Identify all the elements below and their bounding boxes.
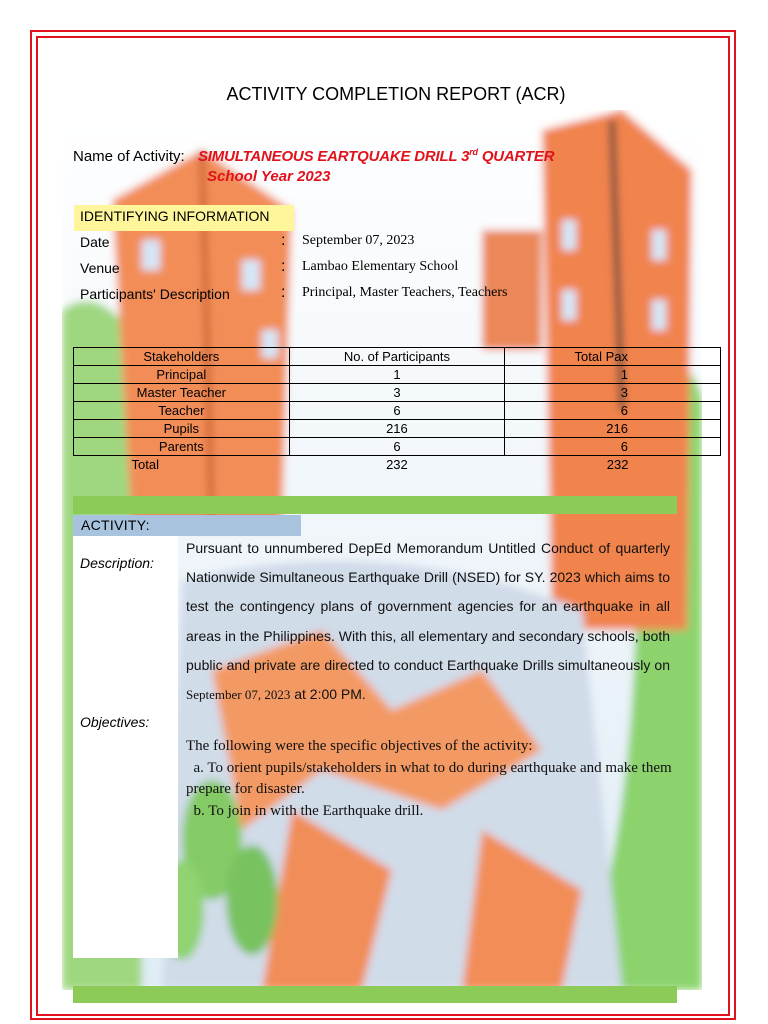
objectives-text (186, 736, 676, 822)
table-header-row (74, 348, 721, 366)
table-cell: 6 (289, 438, 505, 456)
objective-item: b. To join in with the Earthquake drill. (186, 802, 424, 819)
participants-description-value: Principal, Master Teachers, Teachers (302, 285, 508, 300)
school-year: School Year 2023 (207, 168, 331, 185)
table-row (74, 402, 721, 420)
table-cell: Parents (74, 438, 290, 456)
table-cell: 6 (505, 438, 721, 456)
table-cell: 216 (289, 420, 505, 438)
date-colon: : (281, 232, 286, 249)
identifying-information-header: IDENTIFYING INFORMATION (74, 205, 294, 231)
description-text: Pursuant to unnumbered DepEd Memorandum Untitled Conduct of quarterly Nationwide Simultaneous Earthquake Drill (NSED) for SY. 2023 which aims to test the contingency plans of government agencies for an earthquake in all areas in the Philippines. With this, all elementary and secondary schools, both public and private are directed to conduct Earthquake Drills simultaneously on September 07, 2023 at 2:00 PM. (186, 540, 670, 703)
table-cell: 216 (505, 420, 721, 438)
table-cell: 3 (289, 384, 505, 402)
participants-description-colon: : (281, 284, 286, 301)
total-pax: 232 (606, 457, 629, 472)
total-label: Total (131, 457, 159, 472)
green-divider-bottom (73, 986, 677, 1003)
description-label: Description: (80, 555, 154, 571)
venue-colon: : (281, 258, 286, 275)
activity-name-label: Name of Activity: (73, 148, 185, 165)
table-cell: Principal (74, 366, 290, 384)
table-row (74, 384, 721, 402)
table-row (74, 438, 721, 456)
table-cell: 6 (505, 402, 721, 420)
table-row (74, 366, 721, 384)
table-row (74, 420, 721, 438)
date-value: September 07, 2023 (302, 233, 415, 248)
column-header: Total Pax (505, 348, 721, 366)
table-cell: 6 (289, 402, 505, 420)
column-header: Stakeholders (74, 348, 290, 366)
report-title: ACTIVITY COMPLETION REPORT (ACR) (226, 84, 566, 104)
table-cell: Master Teacher (74, 384, 290, 402)
table-total-row (74, 456, 721, 474)
objective-item: a. To orient pupils/stakeholders in what to do during earthquake and make them prepare for disaster. (186, 759, 676, 797)
table-cell: Teacher (74, 402, 290, 420)
date-label: Date (80, 234, 110, 250)
participants-description-label: Participants' Description (80, 286, 230, 302)
objectives-label: Objectives: (80, 714, 150, 730)
green-divider-top (73, 496, 677, 514)
table-cell: 3 (505, 384, 721, 402)
table-cell: 1 (289, 366, 505, 384)
column-header: No. of Participants (289, 348, 505, 366)
total-participants: 232 (386, 457, 408, 472)
activity-header: ACTIVITY: (73, 515, 301, 536)
venue-label: Venue (80, 260, 120, 276)
activity-name: SIMULTANEOUS EARTQUAKE DRILL 3rd QUARTER (198, 147, 555, 165)
table-cell: Pupils (74, 420, 290, 438)
stakeholders-table (73, 347, 721, 473)
venue-value: Lambao Elementary School (302, 259, 459, 274)
table-cell: 1 (505, 366, 721, 384)
label-column (73, 536, 178, 958)
objectives-intro: The following were the specific objectives of the activity: (186, 738, 533, 754)
